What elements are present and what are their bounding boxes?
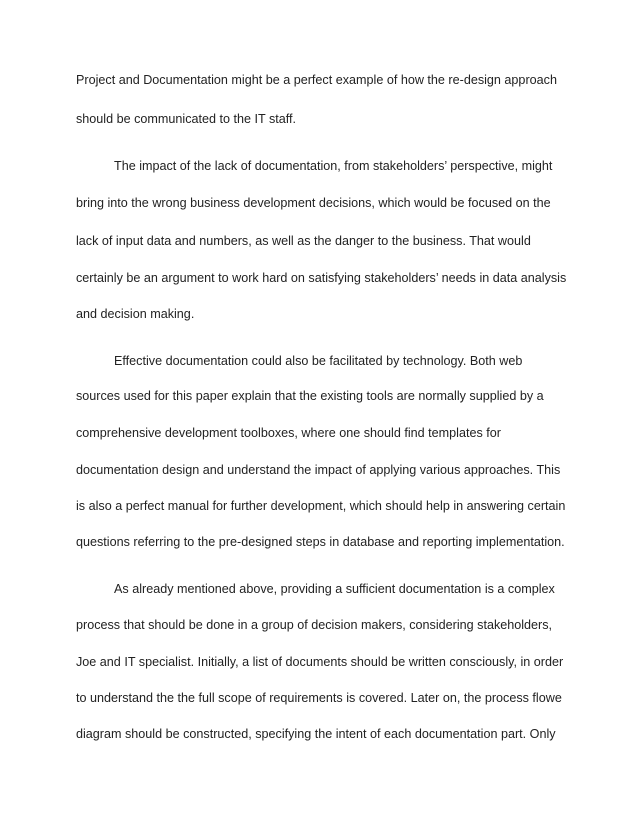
text-line: Project and Documentation might be a perfect example of how the re-design approach bbox=[76, 73, 557, 87]
text-line: diagram should be constructed, specifying the intent of each documentation part. Only bbox=[76, 727, 556, 741]
text-line: certainly be an argument to work hard on satisfying stakeholders’ needs in data analysis bbox=[76, 271, 567, 285]
text-line: bring into the wrong business development decisions, which would be focused on the bbox=[76, 196, 551, 210]
text-line: The impact of the lack of documentation, from stakeholders’ perspective, might bbox=[114, 159, 553, 173]
text-line: Effective documentation could also be facilitated by technology. Both web bbox=[114, 354, 523, 368]
text-line: should be communicated to the IT staff. bbox=[76, 112, 297, 126]
text-line: Joe and IT specialist. Initially, a list of documents should be written consciously, in order bbox=[76, 655, 564, 669]
text-line: documentation design and understand the impact of applying various approaches. This bbox=[76, 463, 561, 477]
text-line: comprehensive development toolboxes, where one should find templates for bbox=[76, 426, 501, 440]
text-line: questions referring to the pre-designed steps in database and reporting implementation. bbox=[76, 535, 565, 549]
text-line: As already mentioned above, providing a sufficient documentation is a complex bbox=[114, 582, 555, 596]
text-line: sources used for this paper explain that the existing tools are normally supplied by a bbox=[76, 389, 544, 403]
text-line: lack of input data and numbers, as well as the danger to the business. That would bbox=[76, 234, 531, 248]
text-line: process that should be done in a group of decision makers, considering stakeholders, bbox=[76, 618, 553, 632]
text-line: is also a perfect manual for further development, which should help in answering certain bbox=[76, 499, 566, 513]
text-line: and decision making. bbox=[76, 307, 195, 321]
text-line: to understand the the full scope of requirements is covered. Later on, the process flowe bbox=[76, 691, 562, 705]
